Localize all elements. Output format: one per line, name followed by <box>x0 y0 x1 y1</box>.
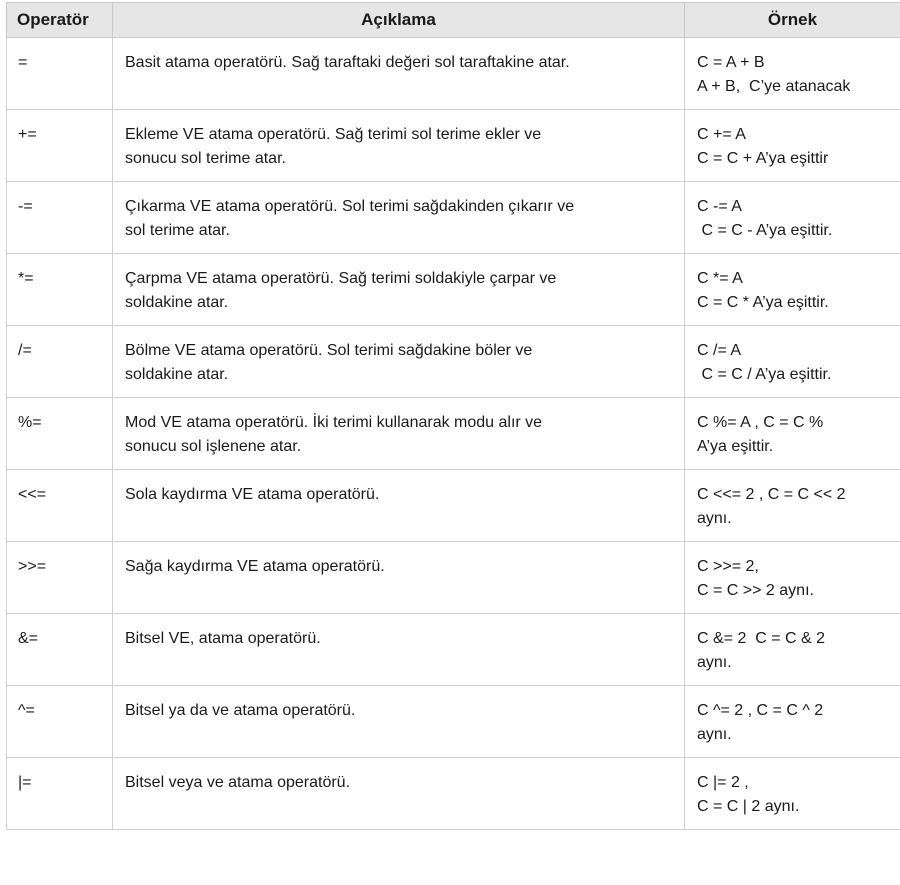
description-line: Sola kaydırma VE atama operatörü. <box>125 486 380 503</box>
operator-cell: += <box>7 110 113 182</box>
example-cell <box>685 110 900 182</box>
header-description: Açıklama <box>113 3 685 38</box>
table-row <box>7 38 900 110</box>
example-line: C %= A , C = C % <box>697 414 824 431</box>
example-cell <box>685 542 900 614</box>
description-line: soldakine atar. <box>125 366 229 383</box>
example-line: aynı. <box>697 726 732 743</box>
description-line: Sağa kaydırma VE atama operatörü. <box>125 558 385 575</box>
example-line: aynı. <box>697 510 732 527</box>
description-line: Çarpma VE atama operatörü. Sağ terimi soldakiyle çarpar ve <box>125 270 557 287</box>
description-line: Mod VE atama operatörü. İki terimi kullanarak modu alır ve <box>125 414 543 431</box>
example-line: A’ya eşittir. <box>697 438 774 455</box>
description-line: soldakine atar. <box>125 294 229 311</box>
operator-table-container <box>6 2 900 830</box>
example-cell <box>685 398 900 470</box>
table-row <box>7 326 900 398</box>
example-cell <box>685 614 900 686</box>
header-operator: Operatör <box>7 3 113 38</box>
operator-cell: &= <box>7 614 113 686</box>
example-line: C <<= 2 , C = C << 2 <box>697 486 846 503</box>
example-line: aynı. <box>697 654 732 671</box>
example-cell <box>685 38 900 110</box>
description-cell <box>113 398 685 470</box>
description-line: sonucu sol işlenene atar. <box>125 438 302 455</box>
operator-cell: %= <box>7 398 113 470</box>
operator-cell: ^= <box>7 686 113 758</box>
table-row <box>7 470 900 542</box>
table-row <box>7 398 900 470</box>
example-cell <box>685 182 900 254</box>
example-line: C = C + A’ya eşittir <box>697 150 829 167</box>
example-line: C = C - A’ya eşittir. <box>697 222 833 239</box>
example-line: C -= A <box>697 198 742 215</box>
description-cell <box>113 614 685 686</box>
operator-cell: -= <box>7 182 113 254</box>
description-line: sol terime atar. <box>125 222 230 239</box>
description-cell <box>113 38 685 110</box>
example-line: C &= 2 C = C & 2 <box>697 630 826 647</box>
example-line: C >>= 2, <box>697 558 759 575</box>
operator-cell: = <box>7 38 113 110</box>
example-line: C ^= 2 , C = C ^ 2 <box>697 702 824 719</box>
description-cell <box>113 542 685 614</box>
description-line: Bölme VE atama operatörü. Sol terimi sağdakine böler ve <box>125 342 533 359</box>
operator-cell: *= <box>7 254 113 326</box>
example-line: C = C >> 2 aynı. <box>697 582 814 599</box>
example-cell <box>685 686 900 758</box>
table-row <box>7 758 900 830</box>
operator-cell: >>= <box>7 542 113 614</box>
table-row <box>7 182 900 254</box>
table-row <box>7 614 900 686</box>
table-row <box>7 254 900 326</box>
example-line: C *= A <box>697 270 743 287</box>
example-cell <box>685 326 900 398</box>
description-line: Bitsel VE, atama operatörü. <box>125 630 321 647</box>
example-line: A + B, C’ye atanacak <box>697 78 851 95</box>
description-cell <box>113 254 685 326</box>
table-header-row <box>7 3 900 38</box>
description-line: Ekleme VE atama operatörü. Sağ terimi sol terime ekler ve <box>125 126 542 143</box>
example-line: C = C * A’ya eşittir. <box>697 294 829 311</box>
operator-cell: <<= <box>7 470 113 542</box>
assignment-operators-table <box>6 2 900 830</box>
example-cell <box>685 470 900 542</box>
table-row <box>7 686 900 758</box>
description-cell <box>113 758 685 830</box>
description-line: Bitsel ya da ve atama operatörü. <box>125 702 356 719</box>
example-cell <box>685 758 900 830</box>
example-cell <box>685 254 900 326</box>
example-line: C = C | 2 aynı. <box>697 798 800 815</box>
description-line: sonucu sol terime atar. <box>125 150 286 167</box>
description-line: Bitsel veya ve atama operatörü. <box>125 774 351 791</box>
description-line: Çıkarma VE atama operatörü. Sol terimi sağdakinden çıkarır ve <box>125 198 575 215</box>
description-cell <box>113 686 685 758</box>
example-line: C |= 2 , <box>697 774 749 791</box>
table-row <box>7 542 900 614</box>
table-row <box>7 110 900 182</box>
header-example: Örnek <box>685 3 900 38</box>
description-cell <box>113 110 685 182</box>
description-cell <box>113 326 685 398</box>
description-line: Basit atama operatörü. Sağ taraftaki değeri sol taraftakine atar. <box>125 54 570 71</box>
example-line: C = A + B <box>697 54 765 71</box>
description-cell <box>113 182 685 254</box>
example-line: C = C / A’ya eşittir. <box>697 366 832 383</box>
example-line: C /= A <box>697 342 742 359</box>
operator-cell: |= <box>7 758 113 830</box>
description-cell <box>113 470 685 542</box>
example-line: C += A <box>697 126 746 143</box>
operator-cell: /= <box>7 326 113 398</box>
